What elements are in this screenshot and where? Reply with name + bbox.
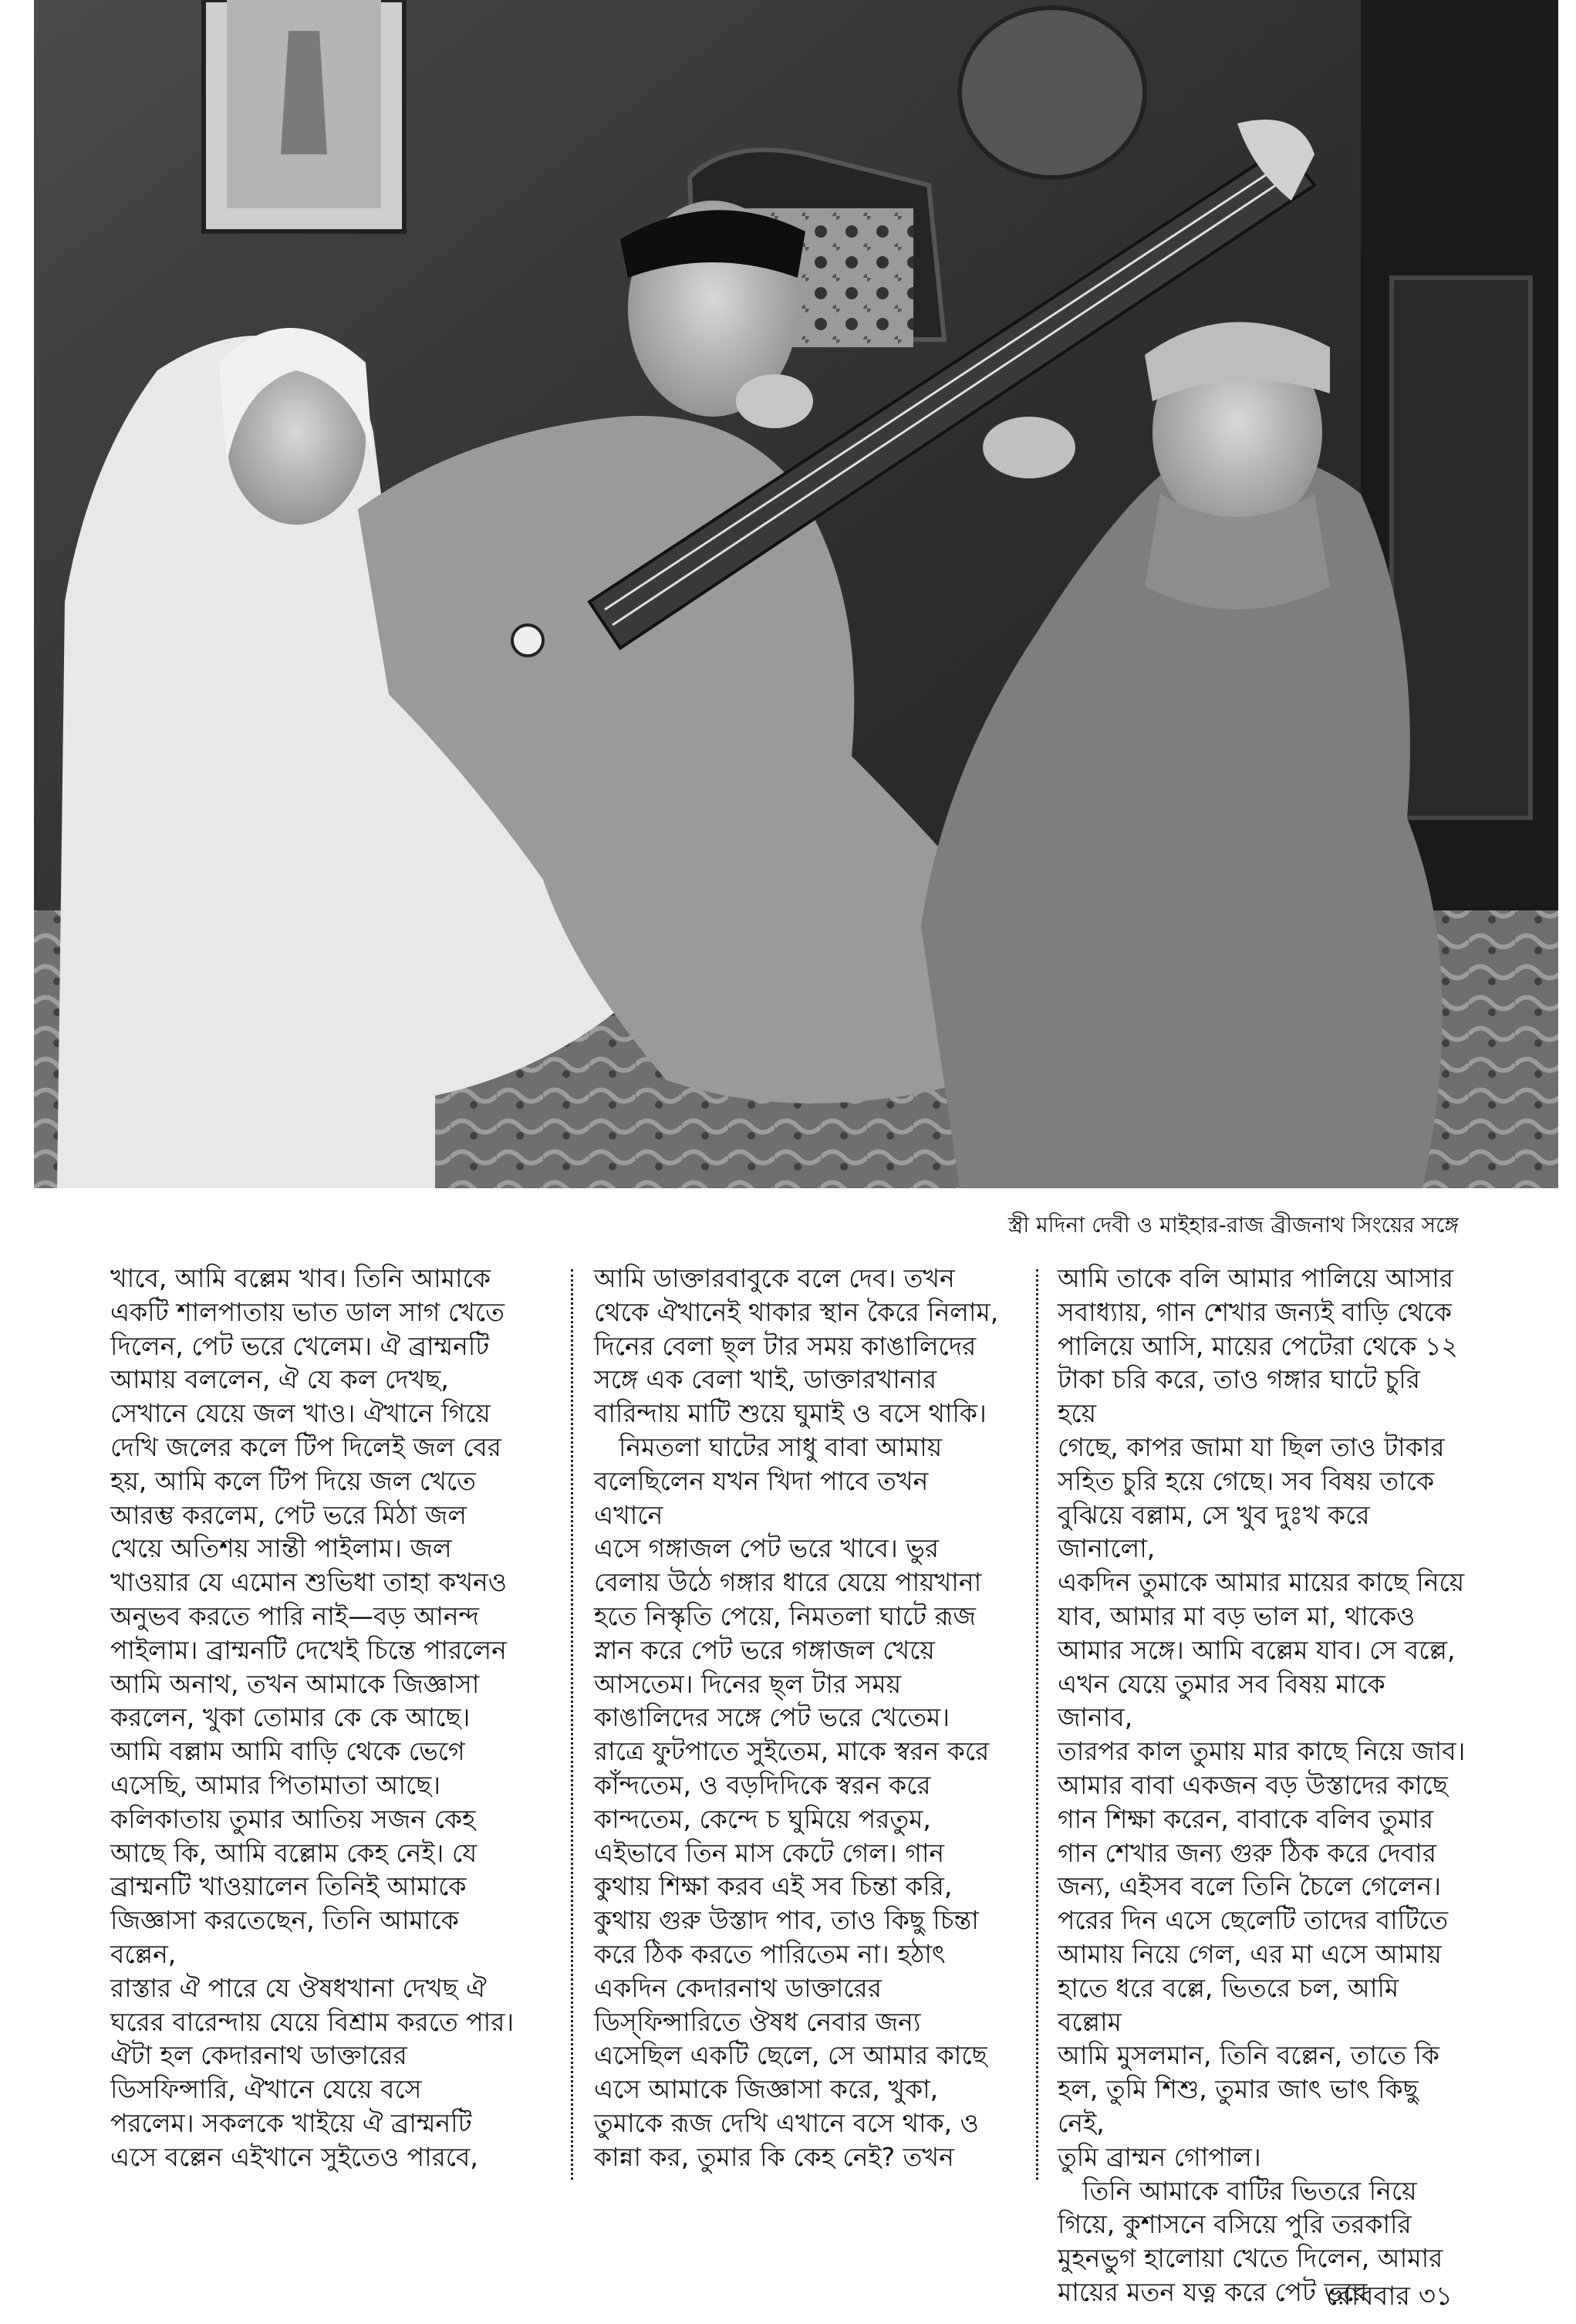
column-divider [571,1269,573,2180]
column-divider [1036,1269,1038,2180]
article-column-2 [594,1262,1003,2174]
paragraph: আমি তাকে বলি আমার পালিয়ে আসার সবাধ্যায়, গান শেখার জন্যই বাড়ি থেকে পালিয়ে আসি, মায়ের পেটেরা থেকে ১২ টাকা চরি করে, তাও গঙ্গার ঘাটে চুরি হয়ে গেছে, কাপর জামা যা ছিল তাও টাকার সহিত চুরি হয়ে গেছে। সব বিষয় তাকে বুঝিয়ে বল্লাম, সে খুব দুঃখ করে জানালো, একদিন তুমাকে আমার মায়ের কাছে নিয়ে যাব, আমার মা বড় ভাল মা, থাকেও আমার সঙ্গে। আমি বল্লেম যাব। সে বল্লে, এখন যেয়ে তুমার সব বিষয় মাকে জানাব, তারপর কাল তুমায় মার কাছে নিয়ে জাব। আমার বাবা একজন বড় উস্তাদের কাছে গান শিক্ষা করেন, বাবাকে বলিব তুমার গান শেখার জন্য গুরু ঠিক করে দেবার জন্য, এইসব বলে তিনি চৈলে গেলেন। পরের দিন এসে ছেলেটি তাদের বাটিতে আমায় নিয়ে গেল, এর মা এসে আমায় হাতে ধরে বল্লে, ভিতরে চল, আমি বল্লোম আমি মুসলমান, তিনি বল্লেন, তাতে কি হল, তুমি শিশু, তুমার জাৎ ভাৎ কিছু নেই, তুমি ব্রাম্মন গোপাল। [1058,1263,1466,2172]
photograph [34,0,1558,1188]
paragraph: খাবে, আমি বল্লেম খাব। তিনি আমাকে একটি শালপাতায় ভাত ডাল সাগ খেতে দিলেন, পেট ভরে খেলেম। ঐ ব্রাম্মনটি আমায় বললেন, ঐ যে কল দেখছ, সেখানে যেয়ে জল খাও। ঐখানে গিয়ে দেখি জলের কলে টিপ দিলেই জল বের হয়, আমি কলে টিপ দিয়ে জল খেতে আরম্ভ করলেম, পেট ভরে মিঠা জল খেয়ে অতিশয় সান্তী পাইলাম। জল খাওয়ার যে এমোন শুভিধা তাহা কখনও অনুভব করতে পারি নাই—বড় আনন্দ পাইলাম। ব্রাম্মনটি দেখেই চিন্তে পারলেন আমি অনাথ, তখন আমাকে জিজ্ঞাসা করলেন, খুকা তোমার কে কে আছে। আমি বল্লাম আমি বাড়ি থেকে ভেগে এসেছি, আমার পিতামাতা আছে। কলিকাতায় তুমার আতিয় সজন কেহ আছে কি, আমি বল্লোম কেহ নেই। যে ব্রাম্মনটি খাওয়ালেন তিনিই আমাকে জিজ্ঞাসা করতেছেন, তিনি আমাকে বল্লেন, রাস্তার ঐ পারে যে ঔষধখানা দেখছ ঐ ঘরের বারেন্দায় যেয়ে বিশ্রাম করতে পার। ঐটা হল কেদারনাথ ডাক্তারের ডিসফিন্সারি, ঐখানে যেয়ে বসে পরলেম। সকলকে খাইয়ে ঐ ব্রাম্মনটি এসে বল্লেন এইখানে সুইতেও পারবে, [110,1263,515,2172]
paragraph: তিনি আমাকে বাটির ভিতরে নিয়ে গিয়ে, কুশাসনে বসিয়ে পুরি তরকারি মুহনভুগ হালোয়া খেতে দিলেন, আমার মায়ের মতন যত্ন করে পেট ভরে [1058,2175,1443,2307]
article-column-1 [110,1262,519,2174]
page-footer: রোববার ৩১ [1326,2281,1453,2312]
photo-caption: স্ত্রী মদিনা দেবী ও মাইহার-রাজ ব্রীজনাথ সিংয়ের সঙ্গে [1007,1212,1459,1238]
paragraph: আমি ডাক্তারবাবুকে বলে দেব। তখন থেকে ঐখানেই থাকার স্থান কৈরে নিলাম, দিনের বেলা ছ্ল টার সময় কাঙালিদের সঙ্গে এক বেলা খাই, ডাক্তারখানার বারিন্দায় মাটি শুয়ে ঘুমাই ও বসে থাকি। [594,1263,999,1429]
photo-scene [34,0,1558,1188]
article-column-3 [1058,1262,1466,2309]
paragraph: নিমতলা ঘাটের সাধু বাবা আমায় বলেছিলেন যখন খিদা পাবে তখন এখানে এসে গঙ্গাজল পেট ভরে খাবে। ভুর বেলায় উঠে গঙ্গার ধারে যেয়ে পায়খানা হতে নিস্কৃতি পেয়ে, নিমতলা ঘাটে রূজ স্নান করে পেট ভরে গঙ্গাজল খেয়ে আসতেম। দিনের ছ্ল টার সময় কাঙালিদের সঙ্গে পেট ভরে খেতেম। রাত্রে ফুটপাতে সুইতেম, মাকে স্বরন করে কাঁন্দতেম, ও বড়দিদিকে স্বরন করে কান্দতেম, কেন্দে চ ঘুমিয়ে পরতুম, এইভাবে তিন মাস কেটে গেল। গান কুথায় শিক্ষা করব এই সব চিন্তা করি, কুথায় গুরু উস্তাদ পাব, তাও কিছু চিন্তা করে ঠিক করতে পারিতেম না। হঠাৎ একদিন কেদারনাথ ডাক্তারের ডিস্‌ফিন্সারিতে ঔষধ নেবার জন্য এসেছিল একটি ছেলে, সে আমার কাছে এসে আমাকে জিজ্ঞাসা করে, খুকা, তুমাকে রূজ দেখি এখানে বসে থাক, ও কান্না কর, তুমার কি কেহ নেই? তখন [594,1431,990,2172]
